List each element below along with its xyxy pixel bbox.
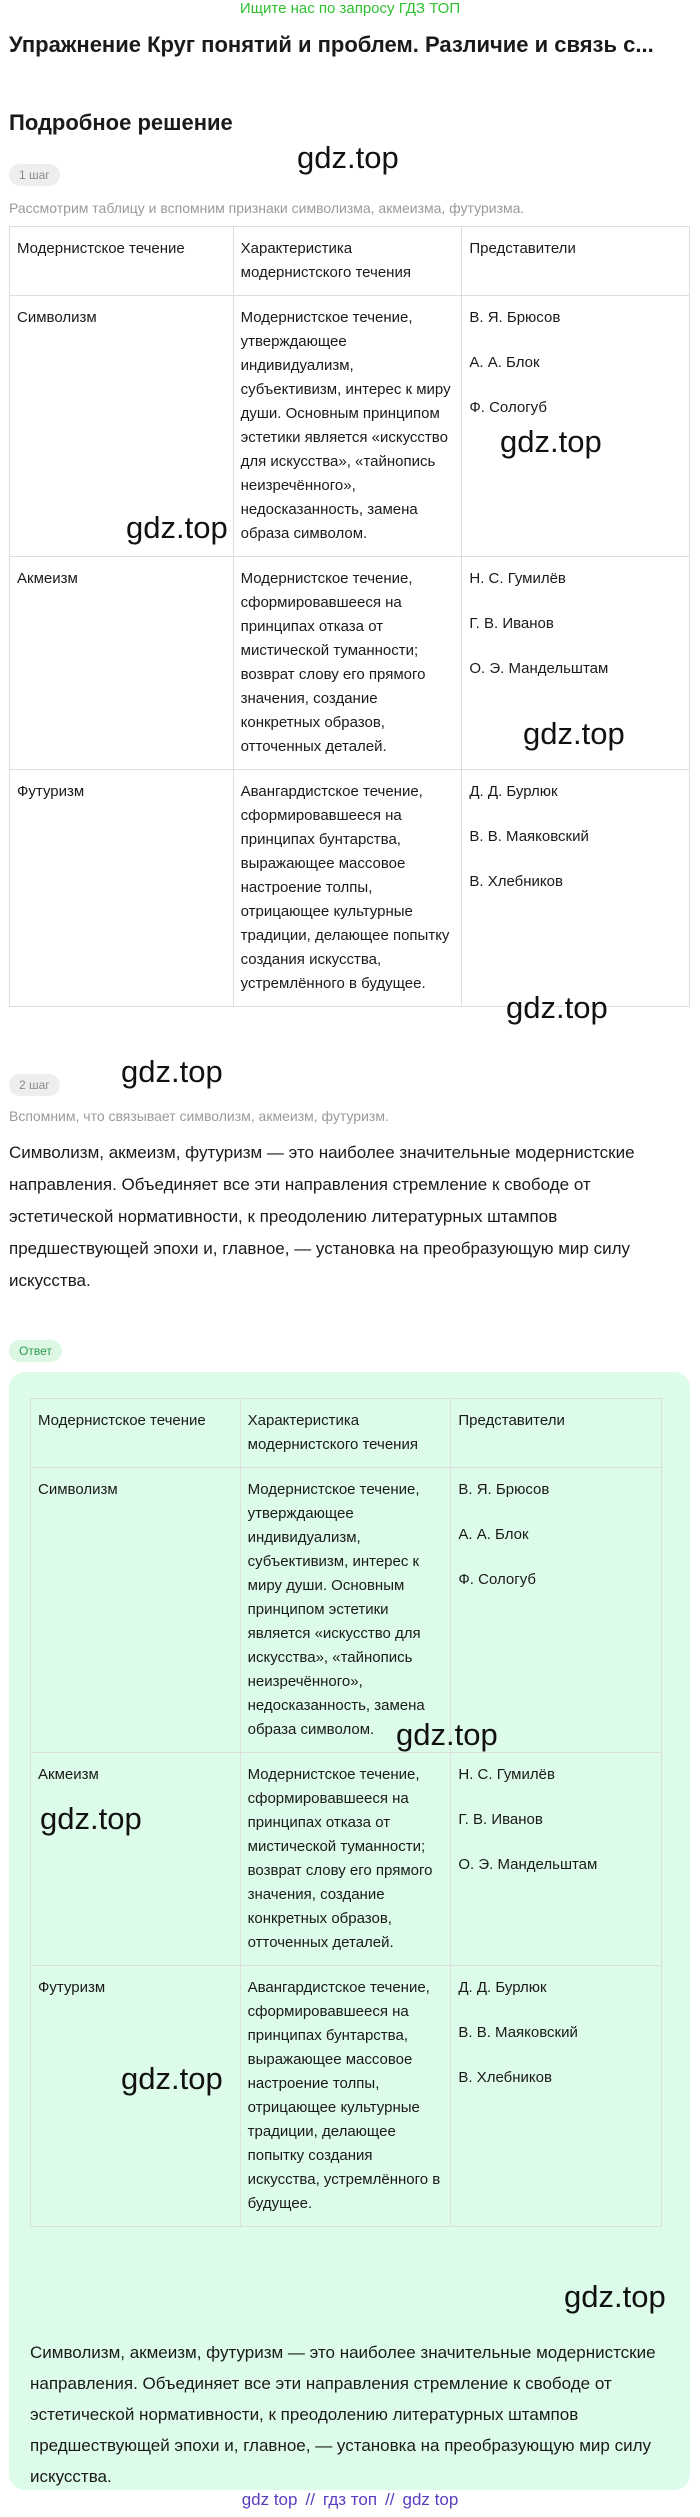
representative: Г. В. Иванов xyxy=(469,615,554,632)
answer-paragraph: Символизм, акмеизм, футуризм — это наиболее значительные модернистские направления. Объединяет все эти направления стремление к свободе от эстетической нормативности, к преодолению литературных штампов предшествующей эпохи и, главное, — установка на преобразующую мир силу искусства. xyxy=(30,2343,656,2486)
movement-cell: Акмеизм xyxy=(31,1753,241,1966)
footer-link[interactable]: gdz top xyxy=(241,2490,298,2509)
footer-link[interactable]: gdz top xyxy=(402,2490,459,2509)
watermark: gdz.top xyxy=(500,424,602,459)
representative: Н. С. Гумилёв xyxy=(458,1766,555,1783)
step-2-chip: 2 шаг xyxy=(9,1074,60,1096)
watermark: gdz.top xyxy=(564,2279,666,2314)
movement-cell: Футуризм xyxy=(10,770,234,1007)
footer xyxy=(0,2490,700,2510)
representative: Д. Д. Бурлюк xyxy=(458,1979,547,1996)
representatives-cell xyxy=(451,1753,662,1966)
representative: О. Э. Мандельштам xyxy=(469,660,609,677)
movement-cell: Символизм xyxy=(31,1468,241,1753)
header-description: Характеристика модернистского течения xyxy=(233,227,462,296)
watermark: gdz.top xyxy=(396,1717,498,1752)
representative: В. Хлебников xyxy=(469,873,563,890)
description-cell: Модернистское течение, сформировавшееся на принципах отказа от мистической туманности; возврат слову его прямого значения, создание конкретных образов, отточенных деталей. xyxy=(233,557,462,770)
header-representatives: Представители xyxy=(451,1399,662,1468)
step-1-hint: Рассмотрим таблицу и вспомним признаки символизма, акмеизма, футуризма. xyxy=(9,200,525,216)
answer-chip: Ответ xyxy=(9,1340,62,1362)
representative: В. В. Маяковский xyxy=(469,828,589,845)
description-cell: Модернистское течение, утверждающее индивидуализм, субъективизм, интерес к миру души. Основным принципом эстетики является «искусство для искусства», «тайнопись неизречённого», недосказанность, замена образа символом. xyxy=(233,296,462,557)
representative: В. Я. Брюсов xyxy=(469,309,561,326)
representative: А. А. Блок xyxy=(458,1526,529,1543)
description-cell: Авангардистское течение, сформировавшееся на принципах бунтарства, выражающее массовое настроение толпы, отрицающее культурные традиции, делающее попытку создания искусства, устремлённого в будущее. xyxy=(233,770,462,1007)
table-row xyxy=(10,770,690,1007)
step-1-chip: 1 шаг xyxy=(9,164,60,186)
header-representatives: Представители xyxy=(462,227,690,296)
header-movement: Модернистское течение xyxy=(31,1399,241,1468)
movement-cell: Акмеизм xyxy=(10,557,234,770)
representatives-cell xyxy=(462,770,690,1007)
footer-separator: // xyxy=(305,2490,315,2509)
watermark: gdz.top xyxy=(506,990,608,1025)
watermark: gdz.top xyxy=(523,716,625,751)
representative: Ф. Сологуб xyxy=(469,399,547,416)
header-movement: Модернистское течение xyxy=(10,227,234,296)
representative: Ф. Сологуб xyxy=(458,1571,536,1588)
table-row xyxy=(31,1468,662,1753)
representatives-cell xyxy=(451,1468,662,1753)
table-row xyxy=(31,1753,662,1966)
section-title: Подробное решение xyxy=(9,110,233,135)
top-banner[interactable]: Ищите нас по запросу ГДЗ ТОП xyxy=(239,0,461,17)
table-header-row xyxy=(10,227,690,296)
watermark: gdz.top xyxy=(121,1054,223,1089)
watermark: gdz.top xyxy=(297,140,399,175)
representative: Н. С. Гумилёв xyxy=(469,570,566,587)
description-cell: Модернистское течение, утверждающее индивидуализм, субъективизм, интерес к миру души. Основным принципом эстетики является «искусство для искусства», «тайнопись неизречённого», недосказанность, замена образа символом. xyxy=(240,1468,451,1753)
page-title: Упражнение Круг понятий и проблем. Различие и связь с... xyxy=(9,32,654,57)
representative: А. А. Блок xyxy=(469,354,540,371)
watermark: gdz.top xyxy=(40,1801,142,1836)
table-step-1 xyxy=(9,226,690,1007)
header-description: Характеристика модернистского течения xyxy=(240,1399,451,1468)
representative: О. Э. Мандельштам xyxy=(458,1856,598,1873)
representative: В. В. Маяковский xyxy=(458,2024,578,2041)
footer-separator: // xyxy=(385,2490,395,2509)
representative: Г. В. Иванов xyxy=(458,1811,543,1828)
footer-link[interactable]: гдз топ xyxy=(322,2490,378,2509)
representative: В. Я. Брюсов xyxy=(458,1481,550,1498)
watermark: gdz.top xyxy=(126,510,228,545)
movement-cell: Символизм xyxy=(10,296,234,557)
description-cell: Авангардистское течение, сформировавшееся на принципах бунтарства, выражающее массовое настроение толпы, отрицающее культурные традиции, делающее попытку создания искусства, устремлённого в будущее. xyxy=(240,1966,451,2227)
step-2-paragraph: Символизм, акмеизм, футуризм — это наиболее значительные модернистские направления. Объединяет все эти направления стремление к свободе от эстетической нормативности, к преодолению литературных штампов предшествующей эпохи и, главное, — установка на преобразующую мир силу искусства. xyxy=(9,1143,635,1290)
table-header-row xyxy=(31,1399,662,1468)
description-cell: Модернистское течение, сформировавшееся на принципах отказа от мистической туманности; возврат слову его прямого значения, создание конкретных образов, отточенных деталей. xyxy=(240,1753,451,1966)
watermark: gdz.top xyxy=(121,2061,223,2096)
movement-cell: Футуризм xyxy=(31,1966,241,2227)
representative: Д. Д. Бурлюк xyxy=(469,783,558,800)
representative: В. Хлебников xyxy=(458,2069,552,2086)
step-2-hint: Вспомним, что связывает символизм, акмеизм, футуризм. xyxy=(9,1108,389,1124)
representatives-cell xyxy=(451,1966,662,2227)
